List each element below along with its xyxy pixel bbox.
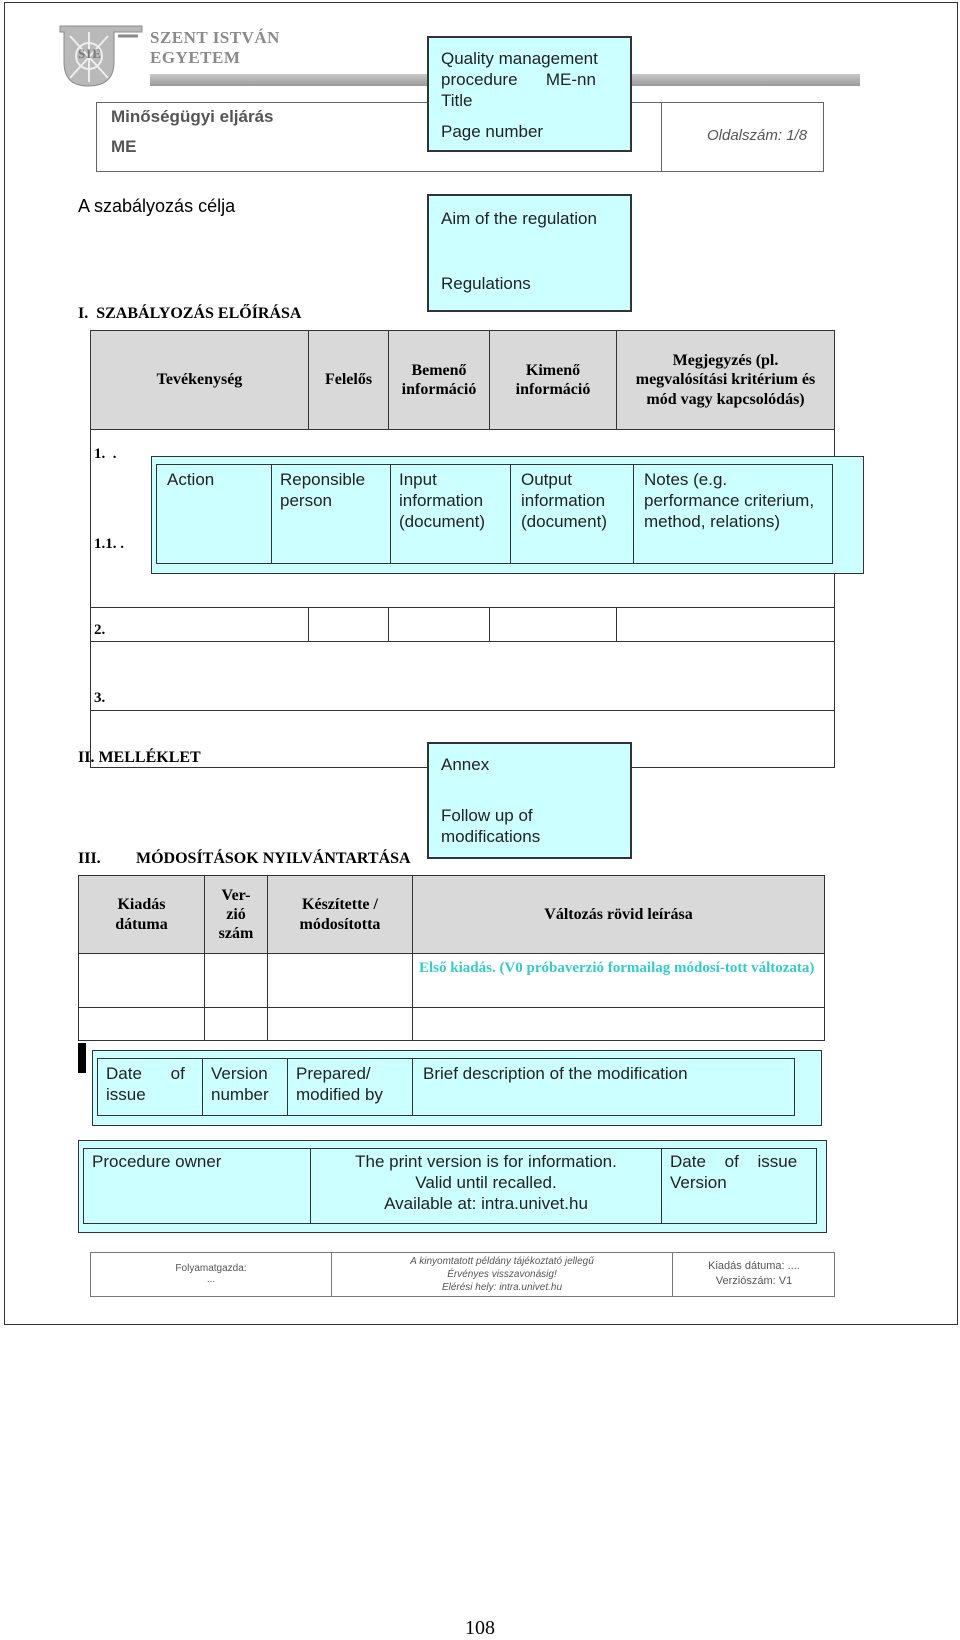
t2-cell: [204, 1007, 268, 1041]
t1-header-output: Kimenő információ: [489, 330, 617, 430]
header-code: ME: [111, 137, 137, 156]
footer-owner-value: ...: [206, 1274, 216, 1285]
section3-num: III.: [78, 850, 101, 867]
t1-sub-cell: [308, 607, 389, 642]
callout-annex: [427, 742, 632, 859]
table2: [78, 875, 825, 1041]
footer-table: [90, 1252, 835, 1297]
callout-aim: [427, 194, 632, 312]
t2-cell: [78, 1007, 205, 1041]
section2-title: II. MELLÉKLET: [78, 749, 201, 766]
t1-row-label: 2.: [94, 622, 106, 638]
callout-header-line3: Title: [441, 91, 473, 110]
t1-header-activity: Tevékenység: [90, 330, 309, 430]
t2-cell: [204, 953, 268, 1008]
section1-title: I. SZABÁLYOZÁS ELŐÍRÁSA: [78, 305, 302, 322]
callout-header-line2: procedure ME-nn: [441, 70, 596, 89]
callout-t2-date: Date of issue: [97, 1058, 203, 1116]
t1-sub-cell: [388, 607, 490, 642]
callout-table1: [151, 456, 864, 574]
header-title: Minőségügyi eljárás: [111, 107, 274, 126]
footer-owner-label: Folyamatgazda:: [175, 1263, 247, 1274]
t1-row-label: 1. .: [94, 446, 117, 462]
black-marker: [78, 1043, 86, 1073]
header-page: Oldalszám: 1/8: [707, 127, 808, 144]
callout-regulations-text: Regulations: [441, 274, 531, 293]
t1-row-label: 1.1. .: [94, 536, 124, 552]
footer-date: Kiadás dátuma: ....: [708, 1260, 800, 1272]
callout-t1-output: Output information (document): [510, 464, 634, 564]
callout-header-line4: Page number: [441, 122, 544, 141]
callout-follow-text: Follow up of modifications: [441, 806, 541, 846]
t2-cell: [267, 953, 413, 1008]
t1-header-notes: Megjegyzés (pl. megvalósítási kritérium és mód vagy kapcsolódás): [616, 330, 835, 430]
callout-t2-description: Brief description of the modification: [412, 1058, 795, 1116]
crest-icon: [58, 22, 144, 90]
logo-line2: EGYETEM: [150, 48, 241, 67]
t2-cell: [267, 1007, 413, 1041]
callout-date: Date of issue: [670, 1152, 798, 1171]
header-divider: [661, 103, 662, 171]
callout-owner: Procedure owner: [83, 1148, 311, 1224]
t2-cell: [78, 953, 205, 1008]
callout-version: Version: [670, 1173, 727, 1192]
t1-header-responsible: Felelős: [308, 330, 389, 430]
t2-first-entry: Első kiadás. (V0 próbaverzió formailag módosí-tott változata): [412, 953, 825, 1008]
callout-table2: [92, 1050, 822, 1126]
callout-t1-input: Input information (document): [390, 464, 511, 564]
callout-print: [310, 1148, 662, 1224]
logo-line1: SZENT ISTVÁN: [150, 28, 280, 47]
crest-letters: SIE: [78, 46, 102, 61]
callout-t1-action: Action: [156, 464, 272, 564]
t1-row-label: 3.: [94, 690, 106, 706]
page-number: 108: [465, 1617, 495, 1639]
section3-title: MÓDOSÍTÁSOK NYILVÁNTARTÁSA: [136, 850, 411, 867]
aim-label: A szabályozás célja: [78, 196, 236, 216]
callout-t1-notes: Notes (e.g. performance criterium, method, relations): [633, 464, 833, 564]
t2-cell: [412, 1007, 825, 1041]
callout-t2-version: Version number: [202, 1058, 288, 1116]
t2-header-prepared: Készítette / módosította: [267, 875, 413, 954]
callout-header-line1: Quality management: [441, 49, 598, 68]
callout-t1-responsible: Reponsible person: [271, 464, 391, 564]
footer-version: Verziószám: V1: [715, 1275, 793, 1287]
callout-aim-text: Aim of the regulation: [441, 209, 597, 228]
t2-header-description: Változás rövid leírása: [412, 875, 825, 954]
footer-note: [332, 1253, 672, 1296]
footer-date-version: [673, 1253, 835, 1296]
footer-note-line1: A kinyomtatott példány tájékoztató jellegű: [410, 1256, 594, 1267]
t2-header-version: Ver-zió szám: [204, 875, 268, 954]
callout-t2-prepared: Prepared/ modified by: [287, 1058, 413, 1116]
callout-print-line3: Available at: intra.univet.hu: [384, 1194, 588, 1213]
t1-header-input: Bemenő információ: [388, 330, 490, 430]
callout-footer: [78, 1140, 827, 1233]
footer-note-line2: Érvényes visszavonásig!: [447, 1269, 557, 1280]
t1-sub-cell: [489, 607, 617, 642]
callout-print-line1: The print version is for information.: [355, 1152, 617, 1171]
callout-date-version: [661, 1148, 817, 1224]
callout-print-line2: Valid until recalled.: [415, 1173, 557, 1192]
callout-header: [427, 36, 632, 152]
t1-row-2: [90, 641, 835, 711]
callout-annex-text: Annex: [441, 755, 490, 774]
footer-note-line3: Elérési hely: intra.univet.hu: [441, 1282, 563, 1293]
t2-header-date: Kiadás dátuma: [78, 875, 205, 954]
footer-owner: [91, 1253, 331, 1296]
